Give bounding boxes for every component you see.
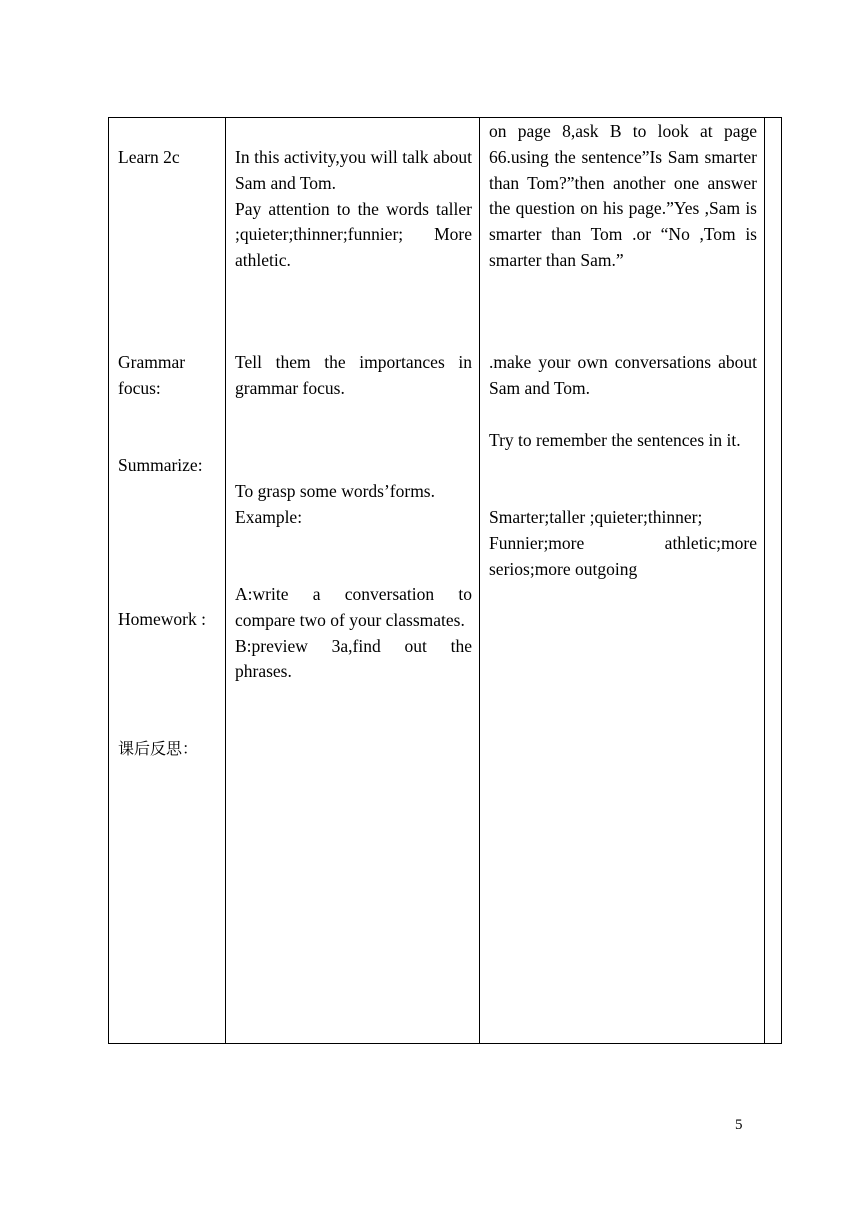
word-forms-line2: Funnier;more athletic;more serios;more outgoing bbox=[489, 532, 757, 579]
column-divider bbox=[225, 118, 226, 1043]
lesson-table bbox=[108, 117, 782, 1044]
example-text: Example: bbox=[235, 506, 303, 527]
grasp-text: To grasp some words’forms. bbox=[235, 481, 435, 501]
pair-work-text: on page 8,ask B to look at page 66.using the sentence”Is Sam smarter than Tom?”then another one answer the question on his page.”Yes ,Sam is smarter than Tom .or “No ,Tom is smarter than Sam.” bbox=[489, 121, 757, 270]
summarize-text bbox=[235, 479, 472, 531]
label-summarize: Summarize: bbox=[118, 455, 203, 475]
label-grammar-line2: focus: bbox=[118, 377, 161, 398]
column-divider bbox=[479, 118, 480, 1043]
label-grammar-line1: Grammar bbox=[118, 352, 186, 372]
grammar-text: Tell them the importances in grammar focus. bbox=[235, 352, 472, 398]
own-conversation-text: .make your own conversations about Sam and Tom. bbox=[489, 352, 757, 398]
word-forms-text bbox=[489, 505, 757, 582]
intro-text: In this activity,you will talk about Sam and Tom. bbox=[235, 147, 472, 193]
learn-instructions bbox=[235, 145, 472, 274]
remember-text: Try to remember the sentences in it. bbox=[489, 430, 741, 450]
word-forms-line1: Smarter;taller ;quieter;thinner; bbox=[489, 507, 703, 527]
homework-a: A:write a conversation to compare two of your classmates. bbox=[235, 584, 472, 630]
label-learn: Learn 2c bbox=[118, 147, 180, 167]
label-homework: Homework : bbox=[118, 609, 206, 629]
page-number: 5 bbox=[735, 1117, 743, 1133]
label-reflection: 课后反思： bbox=[118, 739, 199, 758]
attention-text: Pay attention to the words taller ;quieter;thinner;funnier; More athletic. bbox=[235, 198, 472, 271]
label-grammar-focus bbox=[118, 350, 222, 402]
homework-b: B:preview 3a,find out the phrases. bbox=[235, 635, 472, 682]
column-divider bbox=[764, 118, 765, 1043]
homework-text bbox=[235, 582, 472, 685]
